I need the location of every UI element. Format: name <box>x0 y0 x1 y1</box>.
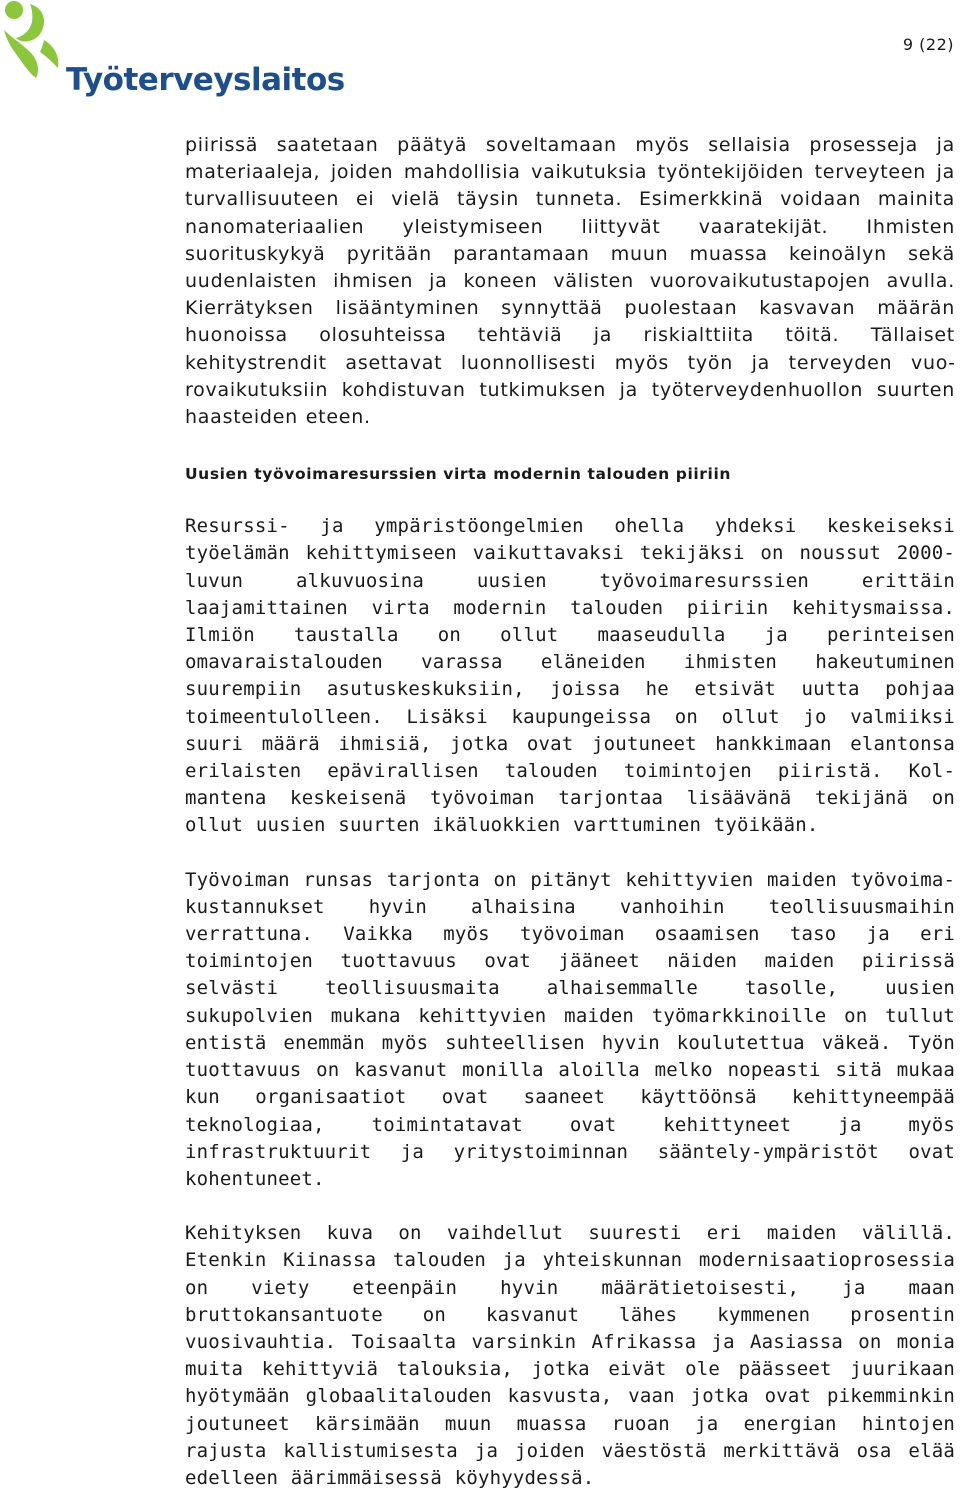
logo-wordmark: Työterveyslaitos <box>66 62 345 98</box>
section-heading: Uusien työvoimaresurssien virta modernin talouden piiriin <box>185 465 731 484</box>
body-paragraph-1: Resurssi- ja ympäristöongelmien ohella yhdeksi keskeiseksi työelämän kehittymiseen vaikuttavaksi tekijäksi on noussut 2000-luvun alkuvuosina uusien työvoimaresurssien erittäin laajamittainen virta modernin talouden piiriin kehitysmaissa. Ilmiön taustalla on ollut maaseudulla ja perinteisen omavaraistalouden varassa eläneiden ihmisten hakeutuminen suurempiin asutuskeskuksiin, joissa he etsivät uutta pohjaa toimeentulolleen. Lisäksi kaupungeissa on ollut jo valmiiksi suuri määrä ihmisiä, jotka ovat joutuneet hankkimaan elantonsa erilaisten epävirallisen talouden toimintojen piiristä. Kolmantena keskeisenä työvoiman tarjontaa lisäävänä tekijänä on ollut uusien suurten ikäluokkien varttuminen työikään. <box>185 515 955 837</box>
logo-mark-icon <box>0 0 66 80</box>
document-body <box>185 132 955 1492</box>
logo <box>0 0 345 110</box>
page-number: 9 (22) <box>902 35 954 54</box>
intro-paragraph: piirissä saatetaan päätyä soveltamaan myös sellaisia prosesseja ja materiaaleja, joiden mahdollisia vaikutuksia työntekijöiden terveyteen ja turvallisuuteen ei vielä täysin tunneta. Esimerkkinä voidaan mainita nanomateriaalien yleistymiseen liittyvät vaaratekijät. Ihmisten suorituskykyä pyritään parantamaan muun muassa keinoälyn sekä uudenlaisten ihmisen ja koneen välisten vuorovaikutustapojen avulla. Kierrätyksen lisääntyminen synnyttää puolestaan kasvavan määrän huonoissa olosuhteissa tehtäviä ja riskialttiita töitä. Tällaiset kehitystrendit asettavat luonnollisesti myös työn ja terveyden vuorovaikutuksiin kohdistuvan tutkimuksen ja työterveydenhuollon suurten haasteiden eteen. <box>185 134 955 429</box>
body-paragraph-2: Työvoiman runsas tarjonta on pitänyt kehittyvien maiden työvoimakustannukset hyvin alhaisina vanhoihin teollisuusmaihin verrattuna. Vaikka myös työvoiman osaamisen taso ja eri toimintojen tuottavuus ovat jääneet näiden maiden piirissä selvästi teollisuusmaita alhaisemmalle tasolle, uusien sukupolvien mukana kehittyvien maiden työmarkkinoille on tullut entistä enemmän myös suhteellisen hyvin koulutettua väkeä. Työn tuottavuus on kasvanut monilla aloilla melko nopeasti sitä mukaa kun organisaatiot ovat saaneet käyttöönsä kehittyneempää teknologiaa, toimintatavat ovat kehittyneet ja myös infrastruktuurit ja yritystoiminnan sääntely-ympäristöt ovat kohentuneet. <box>185 868 955 1190</box>
body-paragraph-3: Kehityksen kuva on vaihdellut suuresti eri maiden välillä. Etenkin Kiinassa talouden ja yhteiskunnan modernisaatioprosessia on viety eteenpäin hyvin määrätietoisesti, ja maan bruttokansantuote on kasvanut lähes kymmenen prosentin vuosivauhtia. Toisaalta varsinkin Afrikassa ja Aasiassa on monia muita kehittyviä talouksia, jotka eivät ole päässeet juurikaan hyötymään globaalitalouden kasvusta, vaan jotka ovat pikemminkin joutuneet kärsimään muun muassa ruoan ja energian hintojen rajusta kallistumisesta ja joiden väestöstä merkittävä osa elää edelleen äärimmäisessä köyhyydessä. <box>185 1222 955 1489</box>
